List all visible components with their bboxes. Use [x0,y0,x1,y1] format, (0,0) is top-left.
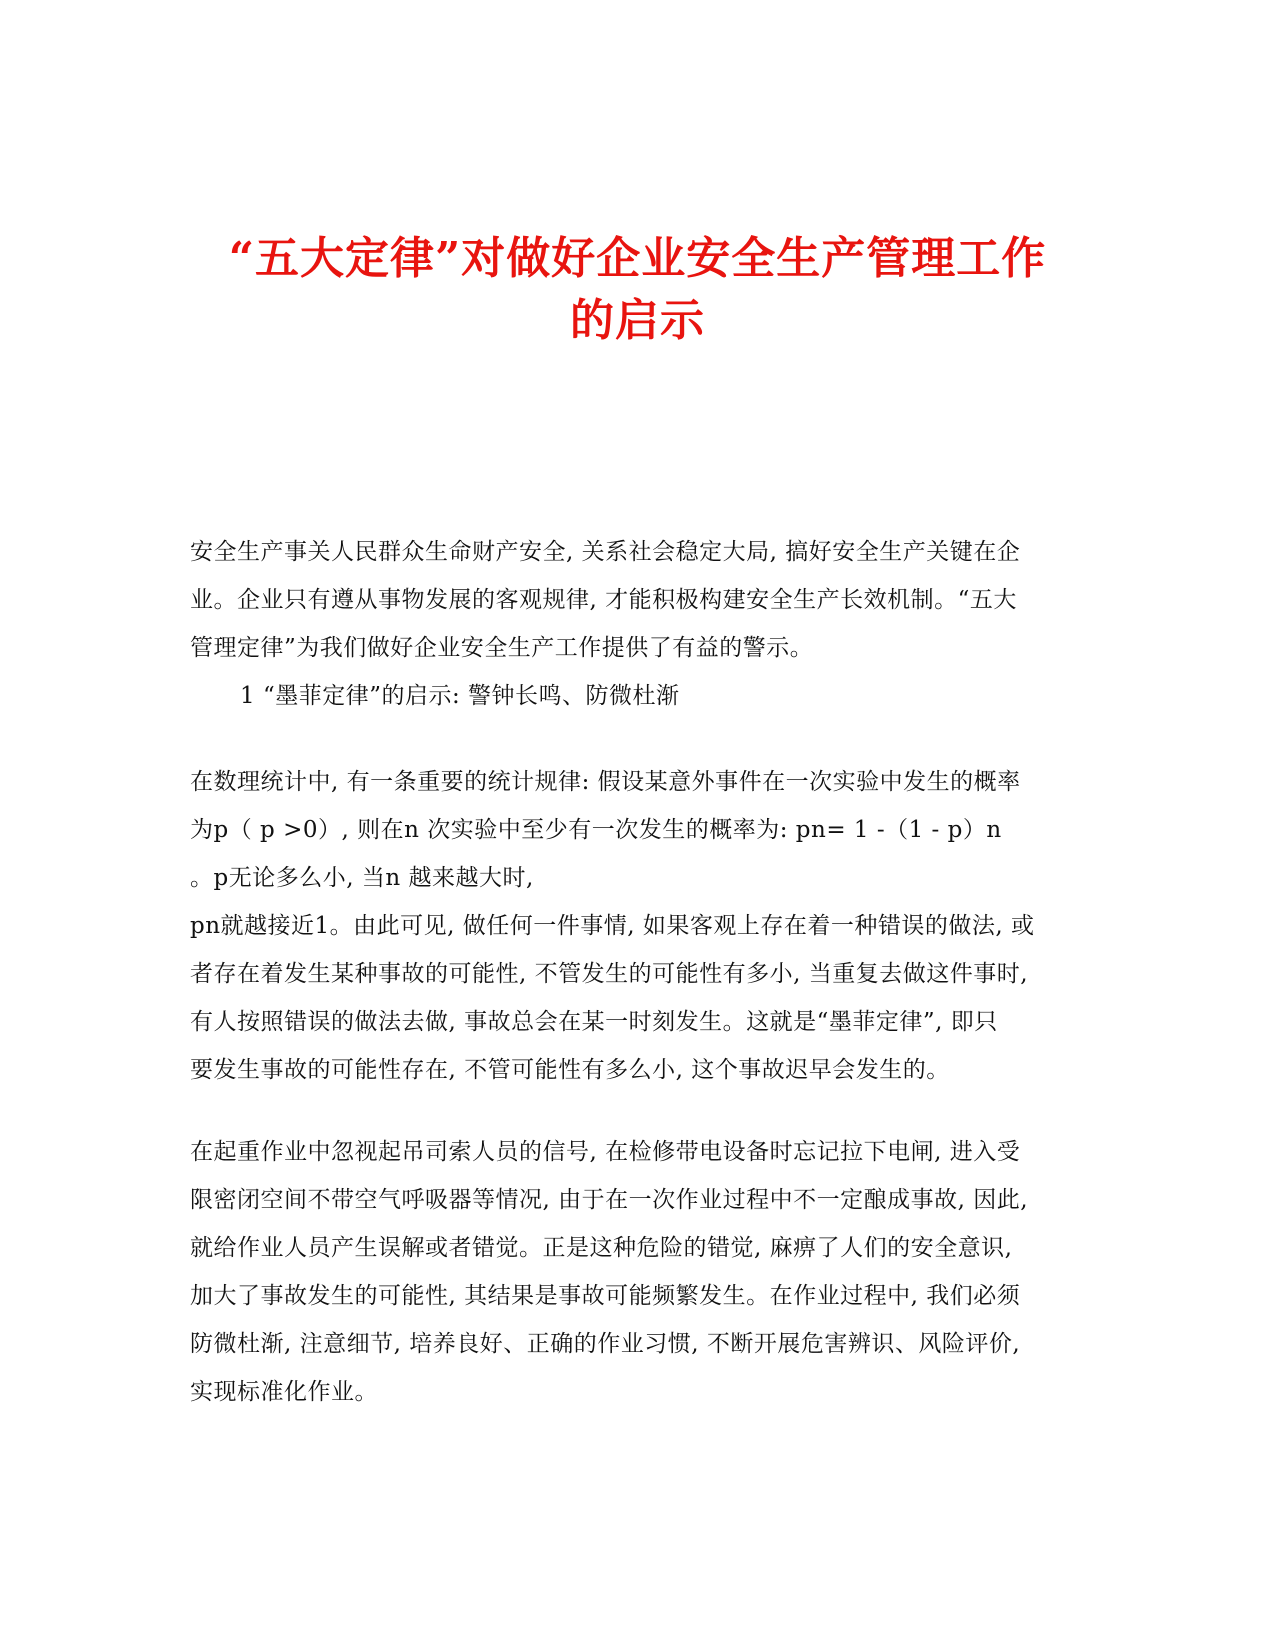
text-line: 。p无论多么小, 当n 越来越大时, [190,865,534,891]
formula-line: 为p（ p >0）, 则在n 次实验中至少有一次发生的概率为: pn= 1 -（1 - p）n [190,817,1002,843]
work-practice-paragraph [190,1128,1070,1416]
text-line: 业。企业只有遵从事物发展的客观规律, 才能积极构建安全生产长效机制。“五大 [190,587,1017,613]
text-line: 就给作业人员产生误解或者错觉。正是这种危险的错觉, 麻痹了人们的安全意识, [190,1235,1013,1261]
text-line: 有人按照错误的做法去做, 事故总会在某一时刻发生。这就是“墨菲定律”, 即只 [190,1009,998,1035]
intro-paragraph [190,528,1070,720]
text-line: 者存在着发生某种事故的可能性, 不管发生的可能性有多小, 当重复去做这件事时, [190,961,1029,987]
title-line-2: 的启示 [570,295,705,346]
text-line: 在起重作业中忽视起吊司索人员的信号, 在检修带电设备时忘记拉下电闸, 进入受 [190,1139,1021,1165]
text-line: 加大了事故发生的可能性, 其结果是事故可能频繁发生。在作业过程中, 我们必须 [190,1283,1021,1309]
murphy-law-paragraph [190,758,1070,1094]
text-line: 管理定律”为我们做好企业安全生产工作提供了有益的警示。 [190,635,814,661]
text-line: 在数理统计中, 有一条重要的统计规律: 假设某意外事件在一次实验中发生的概率 [190,769,1021,795]
document-title [150,228,1125,352]
section-heading: 1 “墨菲定律”的启示: 警钟长鸣、防微杜渐 [240,683,680,709]
text-line: 要发生事故的可能性存在, 不管可能性有多么小, 这个事故迟早会发生的。 [190,1057,950,1083]
text-line: 防微杜渐, 注意细节, 培养良好、正确的作业习惯, 不断开展危害辨识、风险评价, [190,1331,1021,1357]
text-line: 安全生产事关人民群众生命财产安全, 关系社会稳定大局, 搞好安全生产关键在企 [190,539,1021,565]
text-line: 实现标准化作业。 [190,1379,378,1405]
text-line: pn就越接近1。由此可见, 做任何一件事情, 如果客观上存在着一种错误的做法, 或 [190,913,1035,939]
text-line: 限密闭空间不带空气呼吸器等情况, 由于在一次作业过程中不一定酿成事故, 因此, [190,1187,1029,1213]
title-line-1: “五大定律”对做好企业安全生产管理工作 [228,233,1047,284]
